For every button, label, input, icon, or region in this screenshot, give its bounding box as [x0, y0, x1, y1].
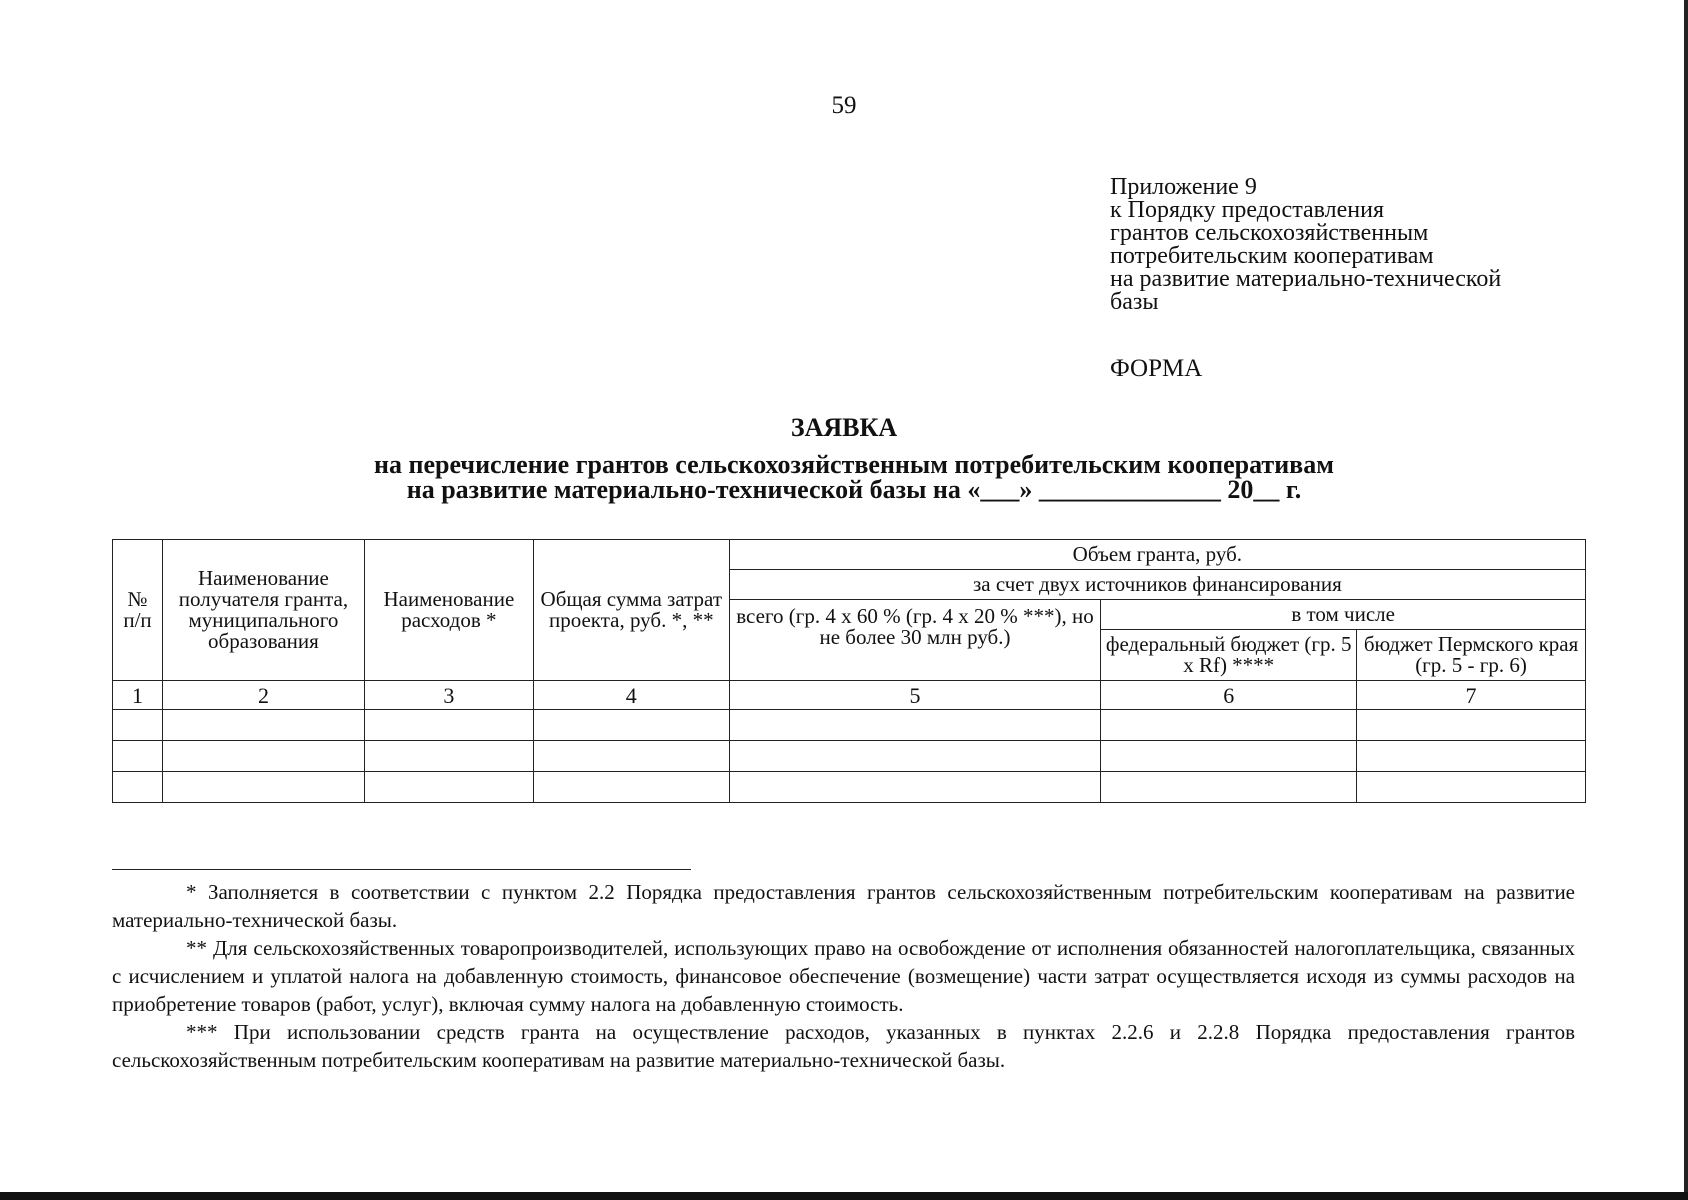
empty-cell[interactable]: [1357, 741, 1586, 772]
empty-cell[interactable]: [113, 741, 163, 772]
column-number-row: [113, 681, 1586, 710]
empty-cell[interactable]: [533, 710, 729, 741]
empty-cell[interactable]: [162, 772, 364, 803]
header-federal: федеральный бюджет (гр. 5 х Rf) ****: [1101, 630, 1357, 681]
footnote-3: *** При использовании средств гранта на осуществление расходов, указанных в пунктах 2.2.6 и 2.2.8 Порядка предоставления грантов сельскохозяйственным потребительским кооперативам на развитие материально-технической базы.: [112, 1020, 1575, 1072]
empty-table-row: [113, 741, 1586, 772]
appendix-line: грантов сельскохозяйственным: [1110, 220, 1429, 246]
header-including: в том числе: [1101, 600, 1586, 630]
empty-cell[interactable]: [1357, 710, 1586, 741]
subtitle-line-2: на развитие материально-технической базы на «___» ______________ 20__ г.: [406, 475, 1302, 504]
appendix-line: базы: [1110, 289, 1159, 315]
empty-cell[interactable]: [364, 741, 533, 772]
appendix-line: потребительским кооперативам: [1110, 243, 1434, 269]
column-number: 1: [113, 681, 163, 710]
subtitle-line-1: на перечисление грантов сельскохозяйственным потребительским кооперативам: [374, 450, 1334, 479]
appendix-line: к Порядку предоставления: [1110, 197, 1385, 223]
empty-cell[interactable]: [533, 741, 729, 772]
empty-table-row: [113, 772, 1586, 803]
form-label: ФОРМА: [1110, 355, 1203, 382]
footnote-2: ** Для сельскохозяйственных товаропроизводителей, использующих право на освобождение от исполнения обязанностей налогоплательщика, связанных с исчислением и уплатой налога на добавленную стоимость, финансовое обеспечение (возмещение) части затрат осуществляется исходя из суммы расходов на приобретение товаров (работ, услуг), включая сумму налога на добавленную стоимость.: [112, 936, 1575, 1016]
header-grant-volume: Объем гранта, руб.: [729, 540, 1585, 570]
column-number: 2: [162, 681, 364, 710]
column-number: 7: [1357, 681, 1586, 710]
column-number: 5: [729, 681, 1101, 710]
empty-cell[interactable]: [1101, 772, 1357, 803]
empty-cell[interactable]: [533, 772, 729, 803]
header-regional: бюджет Пермского края (гр. 5 - гр. 6): [1357, 630, 1586, 681]
scan-edge: [1684, 0, 1688, 1200]
header-col-expenses: Наименование расходов *: [364, 540, 533, 681]
empty-cell[interactable]: [113, 710, 163, 741]
document-title: ЗАЯВКА: [790, 413, 898, 442]
appendix-line: Приложение 9: [1110, 174, 1257, 200]
empty-cell[interactable]: [162, 741, 364, 772]
empty-cell[interactable]: [729, 710, 1101, 741]
empty-cell[interactable]: [364, 772, 533, 803]
column-number: 4: [533, 681, 729, 710]
footnote-1: * Заполняется в соответствии с пунктом 2.2 Порядка предоставления грантов сельскохозяйственным потребительским кооперативам на развитие материально-технической базы.: [112, 880, 1575, 932]
header-col-total: Общая сумма затрат проекта, руб. *, **: [533, 540, 729, 681]
column-number: 3: [364, 681, 533, 710]
footnote-divider: [112, 869, 691, 870]
empty-cell[interactable]: [162, 710, 364, 741]
empty-cell[interactable]: [1101, 710, 1357, 741]
header-col-recipient: Наименование получателя гранта, муниципального образования: [162, 540, 364, 681]
page-number: 59: [831, 92, 857, 119]
document-subtitle: [0, 452, 1688, 502]
header-total-grant: всего (гр. 4 х 60 % (гр. 4 х 20 % ***), но не более 30 млн руб.): [729, 600, 1101, 681]
empty-cell[interactable]: [1101, 741, 1357, 772]
header-two-sources: за счет двух источников финансирования: [729, 570, 1585, 600]
empty-cell[interactable]: [364, 710, 533, 741]
empty-table-row: [113, 710, 1586, 741]
footnotes: [112, 878, 1575, 1074]
appendix-block: [1110, 176, 1501, 314]
empty-cell[interactable]: [113, 772, 163, 803]
appendix-line: на развитие материально-технической: [1110, 266, 1502, 292]
scan-bottom-edge: [0, 1192, 1688, 1200]
grant-table: [112, 539, 1586, 803]
header-col-num: № п/п: [113, 540, 163, 681]
empty-cell[interactable]: [1357, 772, 1586, 803]
column-number: 6: [1101, 681, 1357, 710]
empty-cell[interactable]: [729, 772, 1101, 803]
empty-cell[interactable]: [729, 741, 1101, 772]
